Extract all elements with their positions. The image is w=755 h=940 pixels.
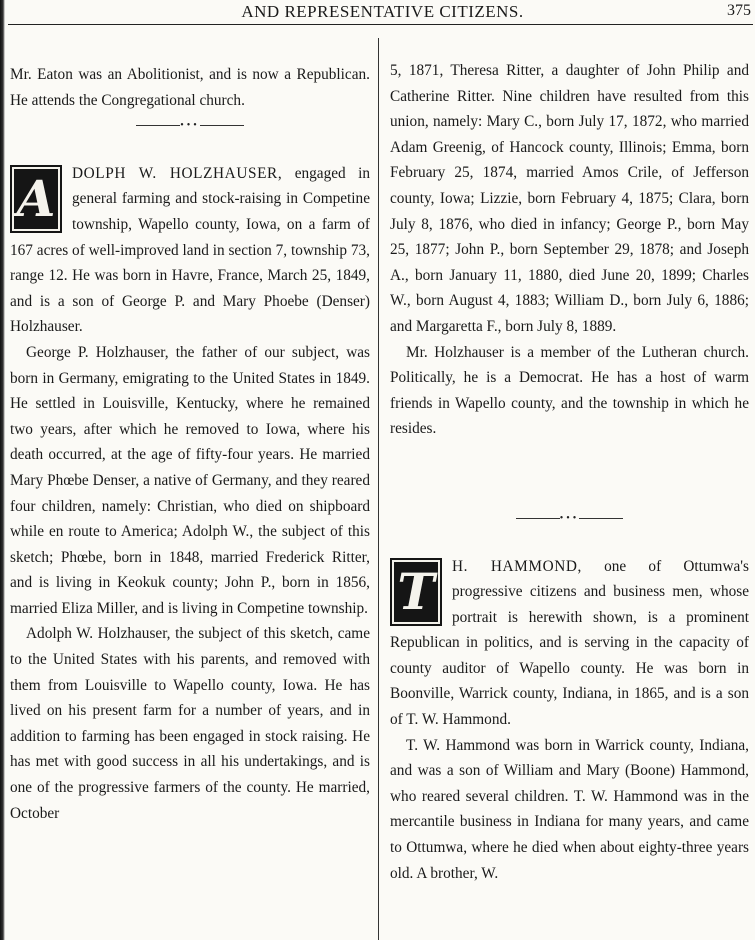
- running-title: AND REPRESENTATIVE CITIZENS.: [241, 2, 524, 21]
- section-ornament: •••: [10, 113, 370, 139]
- eaton-paragraph: Mr. Eaton was an Abolitionist, and is now a Republican. He attends the Congregational church.: [10, 66, 370, 109]
- hammond-intro-paragraph: T H. HAMMOND, one of Ottumwa's progressive citizens and business men, whose portrait is herewith shown, is a prominent Republican in politics, and is serving in the capacity of county auditor of Wapello county. He was born in Boonville, Warrick county, Indiana, in 1865, and is a son of T. W. Hammond.: [390, 557, 749, 729]
- binding-edge: [0, 0, 5, 940]
- dropcap-t: T: [390, 558, 442, 626]
- father-paragraph: George P. Holzhauser, the father of our subject, was born in Germany, emigrating to the United States in 1849. He settled in Louisville, Kentucky, where he remained two years, after which he removed to Iowa, where his death occurred, at the age of fifty-four years. He married Mary Phœbe Denser, a native of Germany, and they reared four children, namely: Christian, who died on shipboard while en route to America; Adolph W., the subject of this sketch; Phœbe, born in 1848, married Frederick Ritter, and is living in Keokuk county; John P., born in 1856, married Eliza Miller, and is living in Competine township.: [10, 343, 370, 617]
- right-column: [390, 58, 749, 886]
- dropcap-a: A: [10, 165, 62, 233]
- subject-name: DOLPH W. HOLZHAUSER,: [72, 164, 283, 182]
- subject-name: H. HAMMOND,: [452, 557, 582, 575]
- left-column: [10, 62, 370, 826]
- column-divider: [378, 38, 379, 940]
- section-ornament: •••: [390, 506, 749, 532]
- header-rule: [8, 24, 753, 25]
- running-header: [10, 0, 755, 26]
- holzhauser-intro-paragraph: A DOLPH W. HOLZHAUSER, engaged in general farming and stock-raising in Competine township, Wapello county, Iowa, on a farm of 167 acres of well-improved land in section 7, township 73, range 12. He was born in Havre, France, March 25, 1849, and is a son of George P. and Mary Phoebe (Denser) Holzhauser.: [10, 164, 370, 336]
- church-paragraph: Mr. Holzhauser is a member of the Lutheran church. Politically, he is a Democrat. He has a host of warm friends in Wapello county, and the township in which he resides.: [390, 343, 749, 438]
- page-number: 375: [727, 2, 751, 19]
- subject-paragraph: Adolph W. Holzhauser, the subject of this sketch, came to the United States with his parents, and removed with them from Louisville to Wapello county, Iowa. He has lived on his present farm for a number of years, and in addition to farming has been engaged in stock raising. He has met with good success in all his undertakings, and is one of the progressive farmers of the county. He married, October: [10, 625, 370, 822]
- hammond-father-paragraph: T. W. Hammond was born in Warrick county, Indiana, and was a son of William and Mary (Boone) Hammond, who reared several children. T. W. Hammond was in the mercantile business in Indiana for many years, and came to Ottumwa, where he died when about eighty-three years old. A brother, W.: [390, 736, 749, 882]
- children-paragraph: 5, 1871, Theresa Ritter, a daughter of John Philip and Catherine Ritter. Nine children have resulted from this union, namely: Mary C., born July 17, 1872, who married Adam Greenig, of Hancock county, Illinois; Emma, born February 25, 1874, married Amos Crile, of Jefferson county, Iowa; Lizzie, born February 4, 1875; Clara, born July 8, 1876, who died in infancy; George P., born May 25, 1877; John P., born September 29, 1878; and Joseph A., born January 11, 1880, died June 20, 1899; Charles W., born August 4, 1883; William D., born July 6, 1886; and Margaretta F., born July 8, 1889.: [390, 62, 749, 335]
